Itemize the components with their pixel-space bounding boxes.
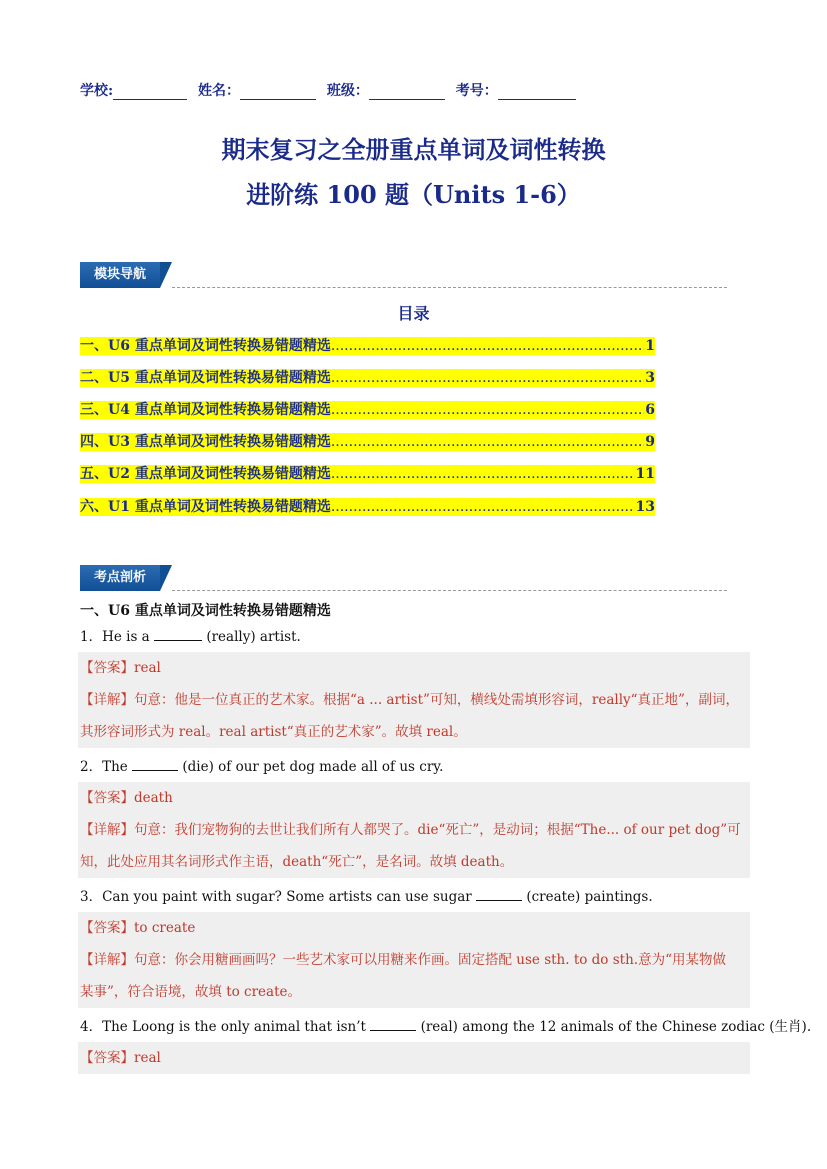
answer-blank[interactable] — [476, 888, 522, 901]
detail-text: 句意：你会用糖画画吗？一些艺术家可以用糖来作画。固定搭配 use sth. to do sth.意为“用某物做 — [134, 952, 726, 968]
module-nav-tag — [80, 262, 172, 288]
toc-item-page: 9 — [645, 434, 655, 450]
question-text: 3．Can you paint with sugar? Some artists can use sugar — [80, 889, 472, 905]
question — [80, 758, 750, 776]
question-text: (create) paintings. — [526, 889, 653, 905]
toc-leader — [331, 498, 635, 516]
divider — [172, 287, 727, 288]
detail-label: 【详解】 — [80, 952, 134, 968]
toc-item-page: 6 — [645, 402, 655, 418]
answer-value: death — [134, 790, 173, 806]
question — [80, 888, 750, 906]
toc-item-label: 二、U5 重点单词及词性转换易错题精选 — [80, 370, 331, 386]
answer-box — [78, 1042, 750, 1074]
toc-item[interactable] — [80, 465, 655, 483]
question-text: 1．He is a — [80, 629, 150, 645]
toc-item-label: 六、U1 重点单词及词性转换易错题精选 — [80, 499, 331, 515]
analysis-tag — [80, 565, 172, 591]
toc-item-label: 一、U6 重点单词及词性转换易错题精选 — [80, 338, 331, 354]
answer-value: to create — [134, 920, 196, 936]
answer-label: 【答案】 — [80, 1050, 134, 1066]
answer-box — [78, 782, 750, 878]
section-heading: 一、U6 重点单词及词性转换易错题精选 — [80, 603, 331, 619]
toc-leader — [331, 401, 644, 419]
class-blank[interactable] — [369, 85, 445, 100]
student-info-line — [80, 80, 582, 100]
answer-value: real — [134, 660, 161, 676]
toc-item-label: 三、U4 重点单词及词性转换易错题精选 — [80, 402, 331, 418]
toc-item[interactable] — [80, 498, 655, 516]
detail-text: 句意：我们宠物狗的去世让我们所有人都哭了。die“死亡”，是动词；根据“The... of our pet dog”可 — [134, 822, 741, 838]
question — [80, 628, 750, 646]
divider — [172, 590, 727, 591]
answer-value: real — [134, 1050, 161, 1066]
toc-item[interactable] — [80, 337, 655, 355]
toc-item[interactable] — [80, 401, 655, 419]
detail-text: 句意：他是一位真正的艺术家。根据“a ... artist”可知，横线处需填形容词，really“真正地”，副词， — [134, 692, 739, 708]
toc-item-page: 11 — [635, 466, 655, 482]
toc-item[interactable] — [80, 369, 655, 387]
class-label: 班级： — [326, 83, 369, 99]
tag-arrow — [160, 565, 172, 591]
detail-label: 【详解】 — [80, 692, 134, 708]
toc-leader — [331, 369, 644, 387]
answer-label: 【答案】 — [80, 660, 134, 676]
detail-label: 【详解】 — [80, 822, 134, 838]
answer-blank[interactable] — [154, 628, 202, 641]
module-nav-label: 模块导航 — [80, 262, 160, 288]
toc-leader — [331, 337, 644, 355]
question-text: 4．The Loong is the only animal that isn’t — [80, 1019, 366, 1035]
toc-item-page: 3 — [645, 370, 655, 386]
question-text: (die) of our pet dog made all of us cry. — [182, 759, 444, 775]
answer-label: 【答案】 — [80, 920, 134, 936]
number-blank[interactable] — [498, 85, 576, 100]
answer-blank[interactable] — [370, 1018, 416, 1031]
toc-item-page: 1 — [645, 338, 655, 354]
analysis-label: 考点剖析 — [80, 565, 160, 591]
school-blank[interactable] — [113, 85, 187, 100]
toc-leader — [331, 465, 635, 483]
answer-label: 【答案】 — [80, 790, 134, 806]
question-text: 2．The — [80, 759, 128, 775]
question — [80, 1018, 812, 1036]
toc-item-label: 四、U3 重点单词及词性转换易错题精选 — [80, 434, 331, 450]
question-text: (real) among the 12 animals of the Chinese zodiac (生肖). — [420, 1019, 812, 1035]
tag-arrow — [160, 262, 172, 288]
toc-leader — [331, 433, 644, 451]
name-blank[interactable] — [240, 85, 316, 100]
toc-item-page: 13 — [635, 499, 655, 515]
answer-blank[interactable] — [132, 758, 178, 771]
answer-box — [78, 912, 750, 1008]
toc-item[interactable] — [80, 433, 655, 451]
name-label: 姓名： — [198, 83, 241, 99]
detail-text: 知，此处应用其名词形式作主语，death“死亡”，是名词。故填 death。 — [80, 854, 514, 870]
toc-title: 目录 — [397, 304, 430, 323]
question-text: (really) artist. — [206, 629, 301, 645]
title-line-2: 进阶练 100 题（Units 1-6） — [246, 180, 581, 209]
detail-text: 某事”，符合语境，故填 to create。 — [80, 984, 302, 1000]
title-line-1: 期末复习之全册重点单词及词性转换 — [221, 135, 606, 164]
school-label: 学校: — [80, 83, 114, 99]
answer-box — [78, 652, 750, 748]
toc-item-label: 五、U2 重点单词及词性转换易错题精选 — [80, 466, 331, 482]
detail-text: 其形容词形式为 real。real artist“真正的艺术家”。故填 real。 — [80, 724, 467, 740]
number-label: 考号： — [455, 83, 498, 99]
